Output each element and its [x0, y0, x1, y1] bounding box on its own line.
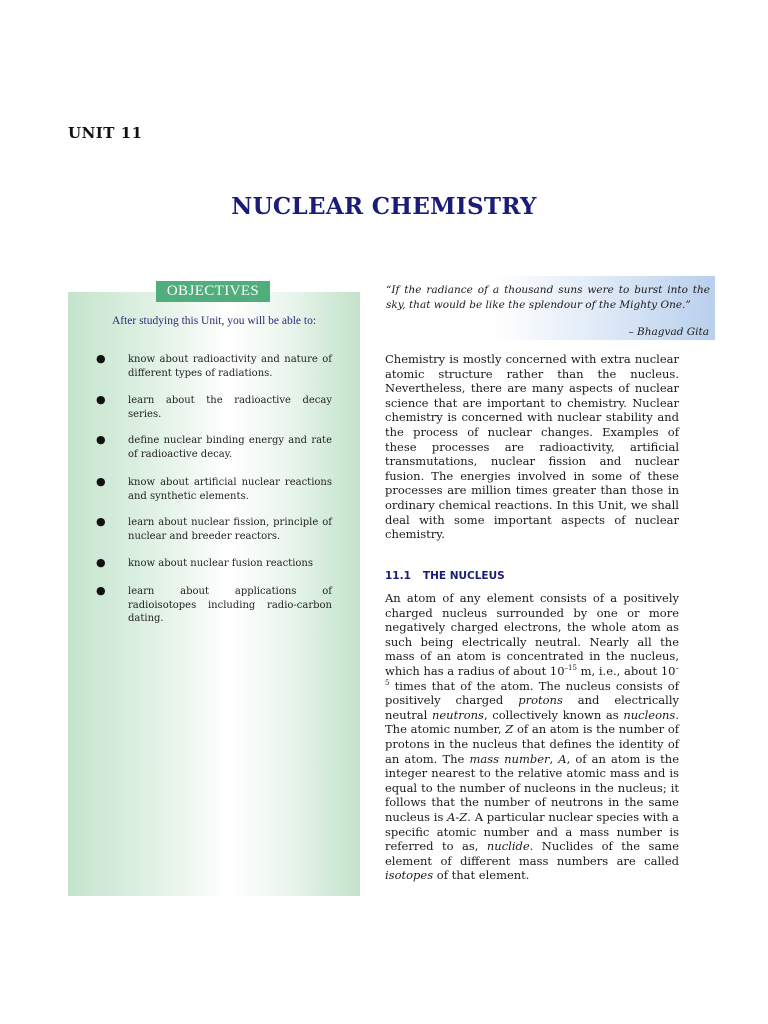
objective-text: know about radioactivity and nature of different types of radiations. — [128, 354, 332, 379]
intro-paragraph: Chemistry is mostly concerned with extra nuclear atomic structure rather than the nucleus. Nevertheless, there are many aspects of nuclear science that are important to chemistry. Nuclear chemistry is concerned with nuclear stability and the process of nuclear changes. Examples of these processes are radioactivity, artificial transmutations, nuclear fission and nuclear fusion. The energies involved in some of these processes are million times greater than those in ordinary chemical reactions. In this Unit, we shall deal with some important aspects of nuclear chemistry. — [385, 352, 679, 542]
objective-text: know about artificial nuclear reactions and synthetic elements. — [128, 477, 332, 502]
bullet-icon: ● — [96, 475, 106, 488]
bullet-icon: ● — [96, 393, 106, 406]
section-heading — [385, 570, 505, 582]
bullet-icon: ● — [96, 433, 106, 446]
quote-text: “If the radiance of a thousand suns were to burst into the sky, that would be like the splendour of the Mighty One.” — [386, 284, 710, 311]
nucleus-paragraph: An atom of any element consists of a positively charged nucleus surrounded by one or more negatively charged electrons, the whole atom as such being electrically neutral. Nearly all the mass of an atom is concentrated in the nucleus, which has a radius of about $10^{-15}$ m, i.e., about $10^{-5}$ times that of the atom. The nucleus consists of positively charged protons and electrically neutral neutrons, collectively known as nucleons. The atomic number, Z of an atom is the number of protons in the nucleus that defines the identity of an atom. The mass number, A, of an atom is the integer nearest to the relative atomic mass and is equal to the number of nucleons in the nucleus; it follows that the number of neutrons in the same nucleus is A-Z. A particular nuclear species with a specific atomic number and a mass number is referred to as, nuclide. Nuclides of the same element of different mass numbers are called isotopes of that element. — [385, 591, 680, 883]
chapter-title: NUCLEAR CHEMISTRY — [231, 193, 537, 220]
quote-author: – Bhagvad Gita — [628, 326, 709, 338]
unit-label: UNIT 11 — [68, 124, 143, 142]
bullet-icon: ● — [96, 556, 106, 569]
objective-text: learn about the radioactive decay series. — [128, 395, 332, 420]
section-number: 11.1 — [385, 570, 411, 582]
bullet-icon: ● — [96, 584, 106, 597]
section-title: THE NUCLEUS — [422, 570, 505, 582]
objectives-intro: After studying this Unit, you will be able to: — [111, 315, 317, 327]
objective-text: know about nuclear fusion reactions — [128, 558, 313, 569]
objectives-badge: OBJECTIVES — [156, 281, 270, 302]
objective-text: learn about nuclear fission, principle of nuclear and breeder reactors. — [128, 517, 332, 542]
objective-text: define nuclear binding energy and rate of radioactive decay. — [128, 435, 332, 460]
bullet-icon: ● — [96, 515, 106, 528]
bullet-icon: ● — [96, 352, 106, 365]
objective-text: learn about applications of radioisotopes including radio-carbon dating. — [128, 586, 332, 624]
